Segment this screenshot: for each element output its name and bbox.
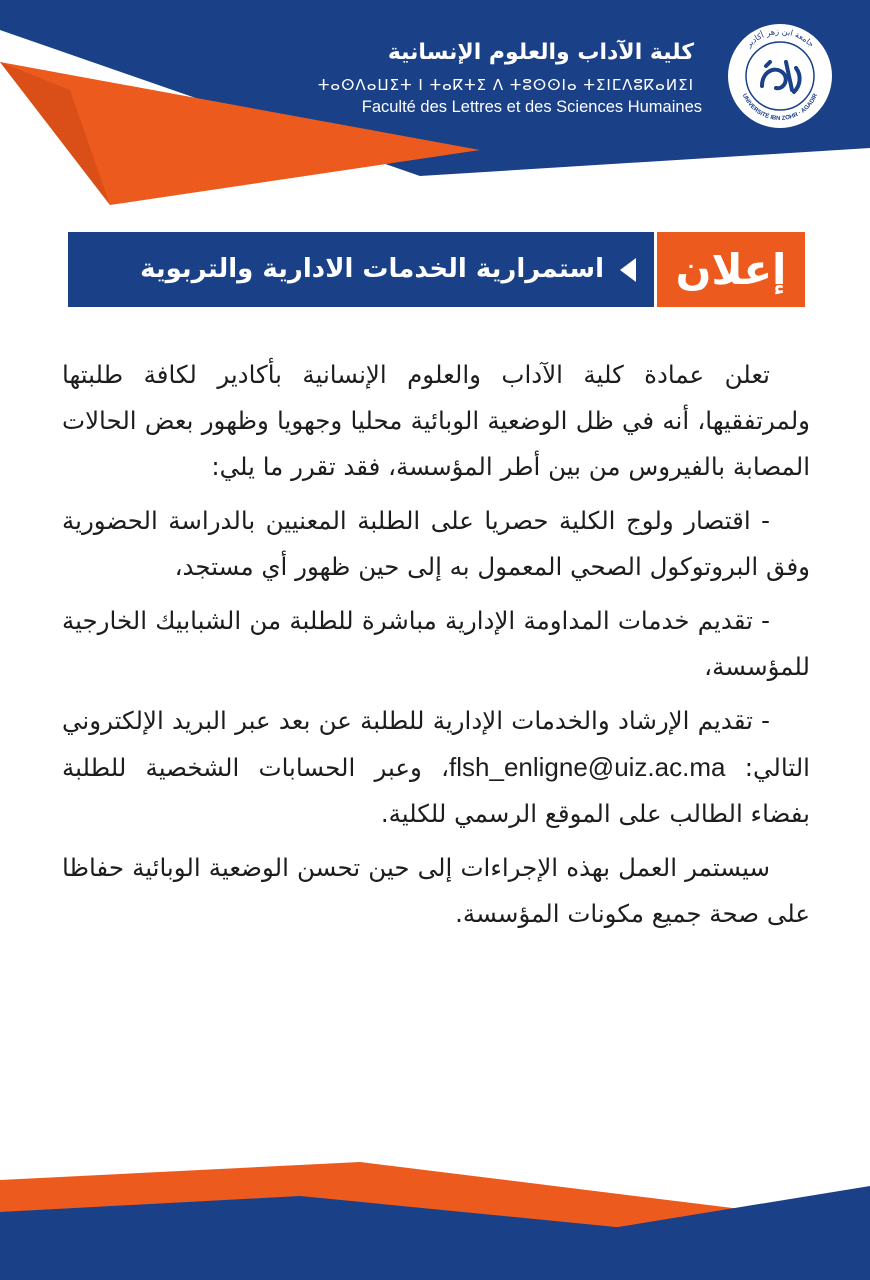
faculty-name-arabic: كلية الآداب والعلوم الإنسانية bbox=[387, 40, 694, 65]
announcement-title: استمرارية الخدمات الادارية والتربوية bbox=[140, 254, 604, 284]
contact-email-link[interactable]: flsh_enligne@uiz.ac.ma bbox=[449, 752, 726, 782]
faculty-name-tifinagh: ⵜⴰⵙⴷⴰⵡⵉⵜ ⵏ ⵜⴰⴽⵜⵉ ⴷ ⵜⵓⵙⵙⵏⴰ ⵜⵉⵏⵎⴷⵓⴽⴰⵍⵉⵏ bbox=[317, 76, 694, 94]
university-logo bbox=[726, 22, 834, 130]
faculty-name-french: Faculté des Lettres et des Sciences Humaines bbox=[361, 98, 702, 116]
announcement-body bbox=[62, 352, 810, 945]
measure-item-2: - تقديم خدمات المداومة الإدارية مباشرة للطلبة من الشبابيك الخارجية للمؤسسة، bbox=[62, 606, 810, 681]
measure-item-3-text: - تقديم الإرشاد والخدمات الإدارية للطلبة عن بعد عبر البريد الإلكتروني التالي: bbox=[62, 706, 810, 782]
announcement-label: إعلان bbox=[675, 245, 787, 294]
logo-ring-arabic: جامعة ابن زهر أكادير bbox=[744, 26, 816, 49]
intro-paragraph: تعلن عمادة كلية الآداب والعلوم الإنسانية بأكادير لكافة طلبتها ولمرتفقيها، أنه في ظل الوضعية الوبائية محليا وجهويا وظهور بعض الحالات المصابة بالفيروس من بين أطر المؤسسة، فقد تقرر ما يلي: bbox=[62, 360, 810, 481]
banner-arrow-icon bbox=[620, 258, 636, 282]
closing-paragraph: سيستمر العمل بهذه الإجراءات إلى حين تحسن الوضعية الوبائية حفاظا على صحة جميع مكونات المؤسسة. bbox=[62, 853, 810, 928]
logo-ring-latin: UNIVERSITÉ IBN ZOHR · AGADIR bbox=[740, 92, 820, 123]
measure-item-3-text-end: ، وعبر الحسابات الشخصية للطلبة بفضاء الطالب على الموقع الرسمي للكلية. bbox=[62, 753, 810, 828]
measure-item-1: - اقتصار ولوج الكلية حصريا على الطلبة المعنيين بالدراسة الحضورية وفق البروتوكول الصحي المعمول به إلى حين ظهور أي مستجد، bbox=[62, 506, 810, 581]
measure-item-3 bbox=[62, 698, 810, 837]
